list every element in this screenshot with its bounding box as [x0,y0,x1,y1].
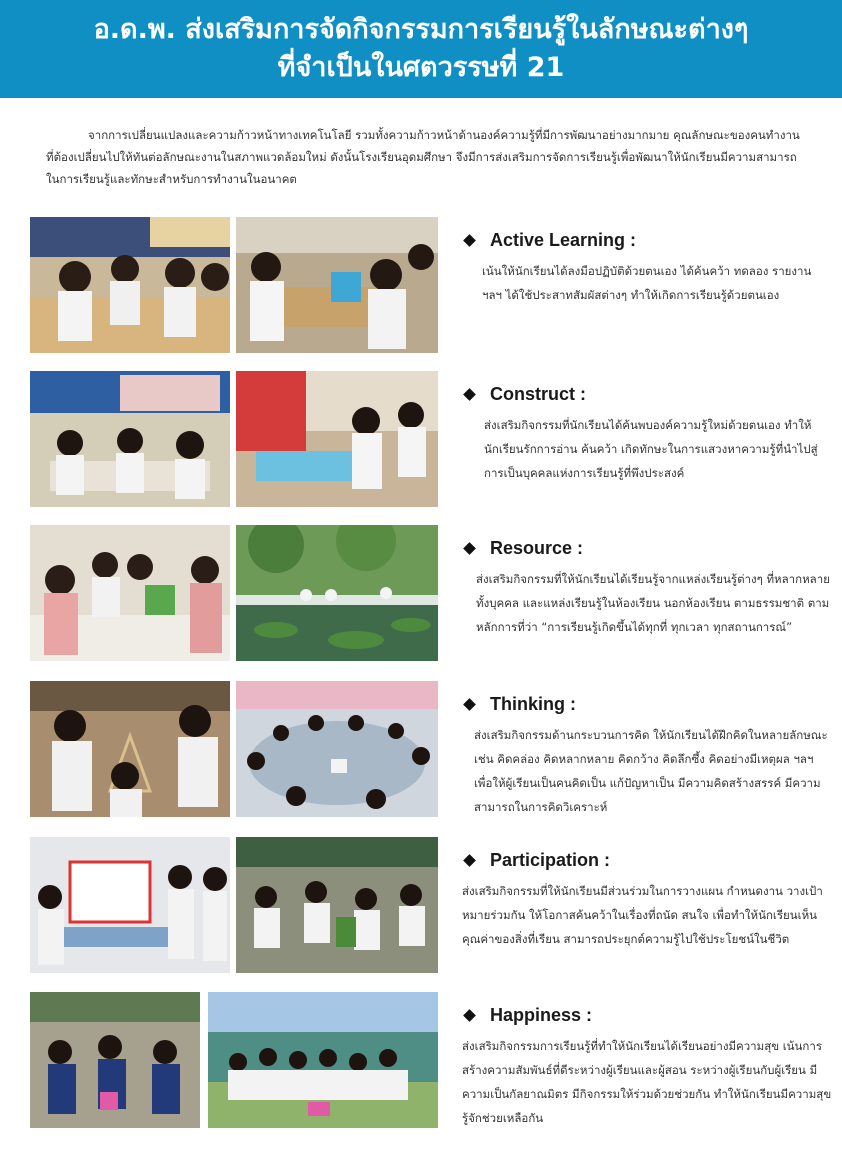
section-text: ส่งเสริมกิจกรรมที่ให้นักเรียนได้เรียนรู้จากแหล่งเรียนรู้ต่างๆ ที่หลากหลาย ทั้งบุคคล และแหล่งเรียนรู้ในห้องเรียน นอกห้องเรียน ตามธรรมชาติ ตามหลักการที่ว่า “การเรียนรู้เกิดขึ้นได้ทุกที่ ทุกเวลา ทุกสถานการณ์” [476,572,830,634]
photo-classroom-group [30,217,230,353]
page-title-line2: ที่จำเป็นในศตวรรษที่ 21 [277,52,565,83]
bullet-diamond-icon [463,388,476,401]
photo-students-experiment [236,217,438,353]
section-happiness [30,992,832,1128]
section-title: Resource : [490,537,584,558]
bullet-diamond-icon [463,542,476,555]
bullet-diamond-icon [463,698,476,711]
section-construct [30,371,820,507]
bullet-diamond-icon [463,1009,476,1022]
page-header [0,0,842,98]
photo-lab-plants [30,525,230,661]
section-text: ส่งเสริมกิจกรรมที่นักเรียนได้ค้นพบองค์ความรู้ใหม่ด้วยตนเอง ทำให้นักเรียนรักการอ่าน ค้นคว้า เกิดทักษะในการแสวงหาความรู้ที่นำไปสู่การเป็นบุคคลแห่งการเรียนรู้ที่พึงประสงค์ [484,418,818,480]
photo-presentation-board [30,837,230,973]
photo-building-structure [30,681,230,817]
section-thinking [30,681,828,817]
section-resource [30,525,830,661]
section-text: ส่งเสริมกิจกรรมการเรียนรู้ที่ทำให้นักเรียนได้เรียนอย่างมีความสุข เน้นการสร้างความสัมพันธ์ที่ดีระหว่างผู้เรียนและผู้สอน ระหว่างผู้เรียนกับผู้เรียน มีความเป็นกัลยาณมิตร มีกิจกรรมให้ร่วมด้วยช่วยกัน ทำให้นักเรียนมีความสุข รู้จักช่วยเหลือกัน [462,1039,832,1125]
photo-lotus-pond [236,525,438,661]
photo-circle-discussion [236,681,438,817]
section-text: ส่งเสริมกิจกรรมด้านกระบวนการคิด ให้นักเรียนได้ฝึกคิดในหลายลักษณะ เช่น คิดคล่อง คิดหลากหลาย คิดกว้าง คิดลึกซึ้ง คิดอย่างมีเหตุผล ฯลฯ เพื่อให้ผู้เรียนเป็นคนคิดเป็น แก้ปัญหาเป็น มีความคิดสร้างสรรค์ มีความสามารถในการคิดวิเคราะห์ [474,728,828,814]
section-title: Construct : [490,383,586,404]
section-text: ส่งเสริมกิจกรรมที่ให้นักเรียนมีส่วนร่วมในการวางแผน กำหนดงาน วางเป้าหมายร่วมกัน ให้โอกาสค้นคว้าในเรื่องที่ถนัด สนใจ เพื่อทำให้นักเรียนเห็นคุณค่าของสิ่งที่เรียน สามารถประยุกต์ความรู้ไปใช้ประโยชน์ในชีวิต [462,884,823,946]
photo-library-activity [236,371,438,507]
page-title-line1: อ.ด.พ. ส่งเสริมการจัดกิจกรรมการเรียนรู้ในลักษณะต่างๆ [93,14,749,45]
photo-classroom-reading [30,371,230,507]
section-title: Thinking : [490,693,576,714]
section-text: เน้นให้นักเรียนได้ลงมือปฏิบัติด้วยตนเอง ได้ค้นคว้า ทดลอง รายงาน ฯลฯ ได้ใช้ประสาทสัมผัสต่างๆ ทำให้เกิดการเรียนรู้ด้วยตนเอง [482,264,812,302]
section-title: Active Learning : [490,229,637,250]
photo-group-outdoor [208,992,438,1128]
bullet-diamond-icon [463,854,476,867]
photo-outdoor-group-work [236,837,438,973]
section-title: Participation : [490,849,611,870]
section-participation [30,837,823,973]
intro-paragraph: จากการเปลี่ยนแปลงและความก้าวหน้าทางเทคโนโลยี รวมทั้งความก้าวหน้าด้านองค์ความรู้ที่มีการพัฒนาอย่างมากมาย คุณลักษณะของคนทำงานที่ต้องเปลี่ยนไปให้ทันต่อลักษณะงานในสภาพแวดล้อมใหม่ ดังนั้นโรงเรียนอุดมศึกษา จึงมีการส่งเสริมการจัดการเรียนรู้เพื่อพัฒนาให้นักเรียนมีความสามารถในการเรียนรู้และทักษะสำหรับการทำงานในอนาคต [46,128,800,186]
bullet-diamond-icon [463,234,476,247]
section-active-learning [30,217,820,353]
section-title: Happiness : [490,1004,593,1025]
photo-gardening [30,992,200,1128]
